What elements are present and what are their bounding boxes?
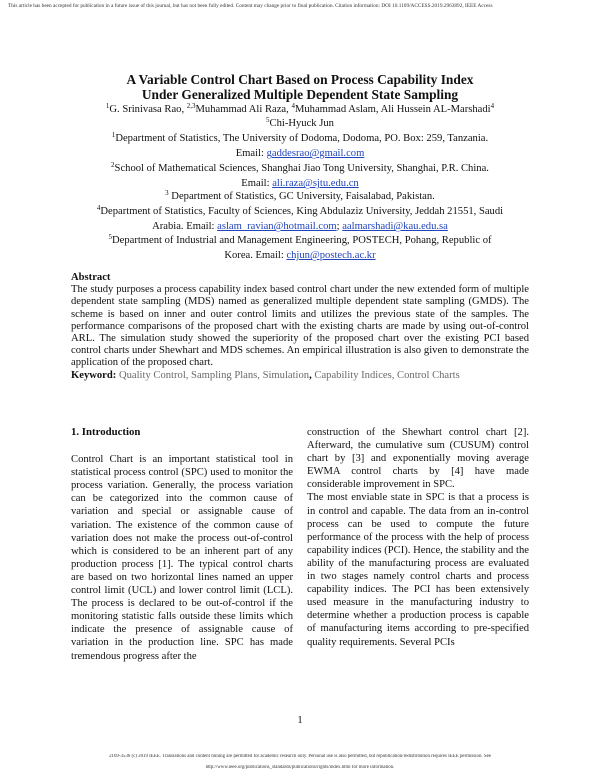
email-link-2[interactable]: ali.raza@sjtu.edu.cn <box>272 178 359 190</box>
paper-title-line-1: A Variable Control Chart Based on Process Capability Index <box>126 72 474 87</box>
affiliation-4: $^4$Department of Statistics, Faculty of Sciences, King Abdulaziz University, Jeddah 21551, Saudi Arabia. Email: aslam_ravian@hotmail.com; aalmarshadi@kau.edu.sa <box>96 204 504 233</box>
authors-line-1: $^1$G. Srinivasa Rao, $^{2,3}$Muhammad Ali Raza, $^4$Muhammad Aslam, Ali Hussein AL-Marshadi$^4$ <box>105 102 495 115</box>
keywords-a: Quality Control, Sampling Plans, Simulation <box>118 369 310 381</box>
abstract-heading: Abstract <box>71 272 111 283</box>
intro-paragraph-1: Control Chart is an important statistical tool in statistical process control (SPC) used to monitor the process variation. Generally, the process variation can be categorized into the common cause of variation and special or assignable cause of variation. The existence of the common cause of variation does not make the process out-of-control which is considered to be an inherent part of any production process [1]. The typical control charts are based on two horizontal lines named an upper control limit (UCL) and lower control limit (LCL). The process is declared to be out-of-control if the monitoring statistic falls outside these limits which indicate the presence of assignable cause of variation in the production line. SPC has made tremendous progress after the <box>71 454 293 662</box>
paper-title-line-2: Under Generalized Multiple Dependent State Sampling <box>141 87 459 102</box>
abstract-section: Abstract The study purposes a process capability index based control chart under the new extended form of multiple dependent state sampling (MDS) named as generalized multiple dependent state sampling (GMDS). The scheme is based on inner and outer control limits and utilizes the previous state of the samples. The performance comparisons of the proposed chart with the existing charts are made by using out-of-control ARL. The simulation study showed the superiority of the proposed chart over the existing PCI based control charts under Shewhart and MDS schemes. An empirical illustration is also given to demonstrate the application of the proposed chart. Keyword: Quality Control, Sampling Plans, Simulation, Capability Indices, Control Charts <box>71 272 529 381</box>
authors-line-2: $^5$Chi-Hyuck Jun <box>266 116 334 129</box>
abstract-body: The study purposes a process capability index based control chart under the new extended form of multiple dependent state sampling (MDS) named as generalized multiple dependent state sampling (GMDS). The scheme is based on inner and outer control limits and utilizes the previous state of the samples. The performance comparisons of the proposed chart with the existing charts are made by using out-of-control ARL. The simulation study showed the superiority of the proposed chart over the existing PCI based control charts under Shewhart and MDS schemes. An empirical illustration is also given to demonstrate the application of the proposed chart. <box>71 284 529 369</box>
page-number: 1 <box>297 715 303 726</box>
right-column <box>307 426 529 649</box>
section-heading-introduction: 1. Introduction <box>71 426 141 438</box>
email-link-5[interactable]: chjun@postech.ac.kr <box>286 250 376 262</box>
affiliation-5: $^5$Department of Industrial and Management Engineering, POSTECH, Pohang, Republic of Korea. Email: chjun@postech.ac.kr <box>108 233 492 262</box>
left-column <box>71 426 293 663</box>
affiliation-3: $^3$ Department of Statistics, GC University, Faisalabad, Pakistan. <box>165 189 435 202</box>
footer-line-2: http://www.ieee.org/publications_standards/publications/rights/index.html for more information. <box>205 765 395 770</box>
affiliation-2: $^2$School of Mathematical Sciences, Shanghai Jiao Tong University, Shanghai, P.R. China. Email: ali.raza@sjtu.edu.cn <box>111 161 489 190</box>
keyword-label: Keyword: <box>71 369 119 381</box>
footer-line-1: 2169-3536 (c) 2019 IEEE. Translations and content mining are permitted for academic research only. Personal use is also permitted, but republication/redistribution requires IEEE permission. See <box>109 754 491 759</box>
email-link-3[interactable]: aslam_ravian@hotmail.com <box>217 221 337 233</box>
email-link-1[interactable]: gaddesrao@gmail.com <box>266 148 365 160</box>
keywords-b: Capability Indices, Control Charts <box>314 369 460 381</box>
header-note: This article has been accepted for publication in a future issue of this journal, but has not been fully edited. Content may change prior to final publication. Citation information: DOI 10.1109/ACCESS.2019.2963892, IEEE Access <box>8 3 493 9</box>
intro-paragraph-2: construction of the Shewhart control chart [2]. Afterward, the cumulative sum (CUSUM) control chart by [3] and exponentially moving average EWMA control charts by [4] have made considerable improvement in SPC. <box>307 427 529 491</box>
intro-paragraph-3: The most enviable state in SPC is that a process is in control and capable. The data from an in-control process can be used to compute the future performance of the process with the help of process capability indices (PCI). Hence, the stability and the ability of the manufacturing process are evaluated in two stages namely control charts and process capability indices. The PCI has been extensively used measure in the manufacturing industry to determine whether a production process is capable of manufacturing items according to pre-specified quality requirements. Several PCIs <box>307 492 529 648</box>
email-link-4[interactable]: aalmarshadi@kau.edu.sa <box>342 221 448 233</box>
affiliation-1: $^1$Department of Statistics, The University of Dodoma, Dodoma, PO. Box: 259, Tanzania. Email: gaddesrao@gmail.com <box>111 131 489 160</box>
